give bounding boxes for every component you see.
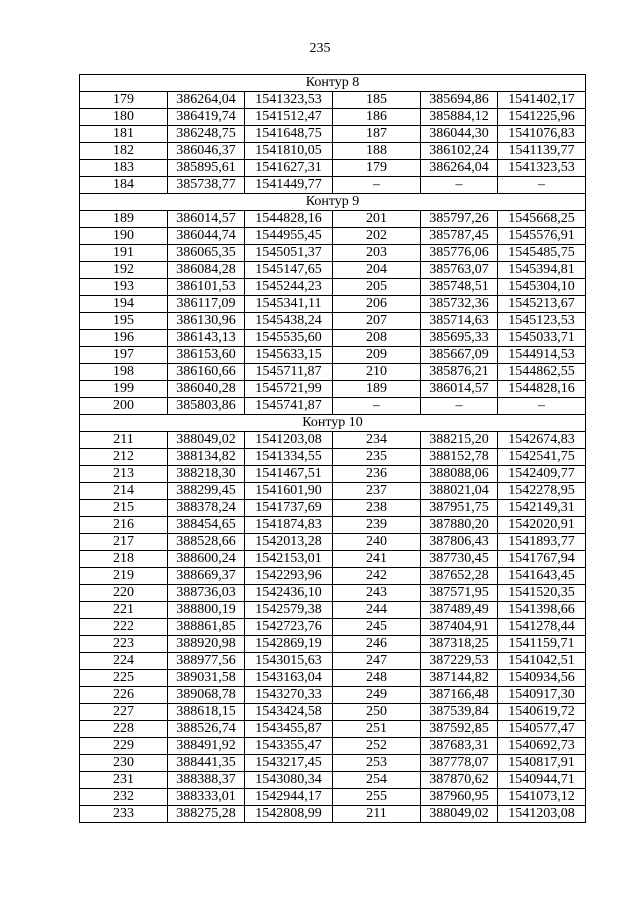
table-row xyxy=(80,177,586,194)
right-x-coordinate-cell: 385884,12 xyxy=(421,109,498,126)
right-y-coordinate-cell: 1540577,47 xyxy=(498,721,586,738)
left-y-coordinate-cell: 1545711,87 xyxy=(245,364,333,381)
right-y-coordinate-cell: 1544862,55 xyxy=(498,364,586,381)
right-x-coordinate-cell: 387778,07 xyxy=(421,755,498,772)
left-point-number-cell: 196 xyxy=(80,330,168,347)
left-x-coordinate-cell: 386248,75 xyxy=(168,126,245,143)
left-y-coordinate-cell: 1541648,75 xyxy=(245,126,333,143)
left-x-coordinate-cell: 388920,98 xyxy=(168,636,245,653)
right-y-coordinate-cell: 1541225,96 xyxy=(498,109,586,126)
left-x-coordinate-cell: 388736,03 xyxy=(168,585,245,602)
right-x-coordinate-cell: 387144,82 xyxy=(421,670,498,687)
left-y-coordinate-cell: 1542808,99 xyxy=(245,806,333,823)
right-point-number-cell: – xyxy=(333,398,421,415)
section-header-row xyxy=(80,415,586,432)
left-x-coordinate-cell: 389068,78 xyxy=(168,687,245,704)
left-point-number-cell: 182 xyxy=(80,143,168,160)
left-x-coordinate-cell: 388669,37 xyxy=(168,568,245,585)
right-y-coordinate-cell: 1544828,16 xyxy=(498,381,586,398)
right-y-coordinate-cell: 1541203,08 xyxy=(498,806,586,823)
left-y-coordinate-cell: 1542293,96 xyxy=(245,568,333,585)
right-x-coordinate-cell: 385797,26 xyxy=(421,211,498,228)
right-x-coordinate-cell: 387166,48 xyxy=(421,687,498,704)
right-y-coordinate-cell: 1541893,77 xyxy=(498,534,586,551)
right-y-coordinate-cell: 1541076,83 xyxy=(498,126,586,143)
left-y-coordinate-cell: 1541810,05 xyxy=(245,143,333,160)
right-x-coordinate-cell: 385694,86 xyxy=(421,92,498,109)
right-y-coordinate-cell: 1545668,25 xyxy=(498,211,586,228)
right-y-coordinate-cell: 1541767,94 xyxy=(498,551,586,568)
right-x-coordinate-cell: 385763,07 xyxy=(421,262,498,279)
right-y-coordinate-cell: 1542278,95 xyxy=(498,483,586,500)
right-point-number-cell: 247 xyxy=(333,653,421,670)
left-y-coordinate-cell: 1545721,99 xyxy=(245,381,333,398)
right-x-coordinate-cell: 387730,45 xyxy=(421,551,498,568)
left-point-number-cell: 215 xyxy=(80,500,168,517)
left-y-coordinate-cell: 1541203,08 xyxy=(245,432,333,449)
right-x-coordinate-cell: 385695,33 xyxy=(421,330,498,347)
table-row xyxy=(80,500,586,517)
right-y-coordinate-cell: 1542149,31 xyxy=(498,500,586,517)
left-y-coordinate-cell: 1544955,45 xyxy=(245,228,333,245)
left-x-coordinate-cell: 388388,37 xyxy=(168,772,245,789)
left-point-number-cell: 219 xyxy=(80,568,168,585)
right-y-coordinate-cell: 1542409,77 xyxy=(498,466,586,483)
left-point-number-cell: 180 xyxy=(80,109,168,126)
left-x-coordinate-cell: 389031,58 xyxy=(168,670,245,687)
right-x-coordinate-cell: 385787,45 xyxy=(421,228,498,245)
right-point-number-cell: 251 xyxy=(333,721,421,738)
left-point-number-cell: 213 xyxy=(80,466,168,483)
left-y-coordinate-cell: 1545741,87 xyxy=(245,398,333,415)
left-x-coordinate-cell: 388049,02 xyxy=(168,432,245,449)
right-x-coordinate-cell: 387652,28 xyxy=(421,568,498,585)
right-y-coordinate-cell: 1541402,17 xyxy=(498,92,586,109)
left-point-number-cell: 231 xyxy=(80,772,168,789)
left-x-coordinate-cell: 386046,37 xyxy=(168,143,245,160)
right-point-number-cell: 245 xyxy=(333,619,421,636)
left-point-number-cell: 200 xyxy=(80,398,168,415)
right-point-number-cell: 240 xyxy=(333,534,421,551)
right-x-coordinate-cell: 387404,91 xyxy=(421,619,498,636)
right-x-coordinate-cell: 388088,06 xyxy=(421,466,498,483)
right-x-coordinate-cell: 388021,04 xyxy=(421,483,498,500)
left-y-coordinate-cell: 1542944,17 xyxy=(245,789,333,806)
right-y-coordinate-cell: 1540692,73 xyxy=(498,738,586,755)
table-row xyxy=(80,738,586,755)
right-x-coordinate-cell: 386102,24 xyxy=(421,143,498,160)
left-point-number-cell: 220 xyxy=(80,585,168,602)
table-row xyxy=(80,143,586,160)
left-x-coordinate-cell: 386419,74 xyxy=(168,109,245,126)
right-point-number-cell: 201 xyxy=(333,211,421,228)
right-x-coordinate-cell: 385714,63 xyxy=(421,313,498,330)
right-point-number-cell: 254 xyxy=(333,772,421,789)
right-y-coordinate-cell: 1540917,30 xyxy=(498,687,586,704)
table-row xyxy=(80,806,586,823)
left-y-coordinate-cell: 1543015,63 xyxy=(245,653,333,670)
right-point-number-cell: 242 xyxy=(333,568,421,585)
table-row xyxy=(80,619,586,636)
table-row xyxy=(80,364,586,381)
left-x-coordinate-cell: 386160,66 xyxy=(168,364,245,381)
left-point-number-cell: 197 xyxy=(80,347,168,364)
left-y-coordinate-cell: 1542723,76 xyxy=(245,619,333,636)
right-x-coordinate-cell: 386264,04 xyxy=(421,160,498,177)
left-point-number-cell: 212 xyxy=(80,449,168,466)
left-y-coordinate-cell: 1542436,10 xyxy=(245,585,333,602)
table-row xyxy=(80,687,586,704)
table-row xyxy=(80,330,586,347)
table-row xyxy=(80,245,586,262)
left-point-number-cell: 225 xyxy=(80,670,168,687)
left-x-coordinate-cell: 388378,24 xyxy=(168,500,245,517)
left-x-coordinate-cell: 388618,15 xyxy=(168,704,245,721)
left-y-coordinate-cell: 1541627,31 xyxy=(245,160,333,177)
right-y-coordinate-cell: 1540934,56 xyxy=(498,670,586,687)
right-point-number-cell: 239 xyxy=(333,517,421,534)
left-x-coordinate-cell: 386014,57 xyxy=(168,211,245,228)
right-x-coordinate-cell: 385748,51 xyxy=(421,279,498,296)
table-row xyxy=(80,704,586,721)
table-row xyxy=(80,279,586,296)
right-point-number-cell: – xyxy=(333,177,421,194)
table-row xyxy=(80,211,586,228)
right-x-coordinate-cell: 386044,30 xyxy=(421,126,498,143)
right-point-number-cell: 202 xyxy=(333,228,421,245)
right-x-coordinate-cell: 387489,49 xyxy=(421,602,498,619)
left-y-coordinate-cell: 1541323,53 xyxy=(245,92,333,109)
right-point-number-cell: 243 xyxy=(333,585,421,602)
table-row xyxy=(80,602,586,619)
right-y-coordinate-cell: 1542541,75 xyxy=(498,449,586,466)
left-y-coordinate-cell: 1541449,77 xyxy=(245,177,333,194)
left-point-number-cell: 216 xyxy=(80,517,168,534)
left-y-coordinate-cell: 1541874,83 xyxy=(245,517,333,534)
left-x-coordinate-cell: 388333,01 xyxy=(168,789,245,806)
table-row xyxy=(80,160,586,177)
right-point-number-cell: 237 xyxy=(333,483,421,500)
left-point-number-cell: 179 xyxy=(80,92,168,109)
right-y-coordinate-cell: 1541073,12 xyxy=(498,789,586,806)
table-row xyxy=(80,296,586,313)
right-point-number-cell: 188 xyxy=(333,143,421,160)
left-point-number-cell: 227 xyxy=(80,704,168,721)
left-x-coordinate-cell: 388454,65 xyxy=(168,517,245,534)
left-point-number-cell: 224 xyxy=(80,653,168,670)
left-y-coordinate-cell: 1543270,33 xyxy=(245,687,333,704)
right-point-number-cell: 253 xyxy=(333,755,421,772)
right-x-coordinate-cell: 385732,36 xyxy=(421,296,498,313)
right-y-coordinate-cell: 1540944,71 xyxy=(498,772,586,789)
right-y-coordinate-cell: 1541278,44 xyxy=(498,619,586,636)
left-y-coordinate-cell: 1545633,15 xyxy=(245,347,333,364)
left-point-number-cell: 189 xyxy=(80,211,168,228)
table-row xyxy=(80,262,586,279)
table-row xyxy=(80,313,586,330)
right-y-coordinate-cell: 1545394,81 xyxy=(498,262,586,279)
right-point-number-cell: 250 xyxy=(333,704,421,721)
table-row xyxy=(80,109,586,126)
right-y-coordinate-cell: 1540619,72 xyxy=(498,704,586,721)
right-y-coordinate-cell: – xyxy=(498,398,586,415)
left-point-number-cell: 194 xyxy=(80,296,168,313)
right-point-number-cell: 186 xyxy=(333,109,421,126)
right-point-number-cell: 206 xyxy=(333,296,421,313)
right-point-number-cell: 255 xyxy=(333,789,421,806)
right-y-coordinate-cell: 1541139,77 xyxy=(498,143,586,160)
right-x-coordinate-cell: 387870,62 xyxy=(421,772,498,789)
left-y-coordinate-cell: 1544828,16 xyxy=(245,211,333,228)
left-x-coordinate-cell: 386143,13 xyxy=(168,330,245,347)
left-x-coordinate-cell: 388134,82 xyxy=(168,449,245,466)
left-x-coordinate-cell: 385738,77 xyxy=(168,177,245,194)
left-y-coordinate-cell: 1545147,65 xyxy=(245,262,333,279)
right-point-number-cell: 252 xyxy=(333,738,421,755)
right-x-coordinate-cell: 387683,31 xyxy=(421,738,498,755)
right-y-coordinate-cell: 1545213,67 xyxy=(498,296,586,313)
section-title: Контур 9 xyxy=(80,194,586,211)
left-y-coordinate-cell: 1543163,04 xyxy=(245,670,333,687)
table-row xyxy=(80,789,586,806)
left-y-coordinate-cell: 1542579,38 xyxy=(245,602,333,619)
left-x-coordinate-cell: 388600,24 xyxy=(168,551,245,568)
right-y-coordinate-cell: 1545033,71 xyxy=(498,330,586,347)
table-row xyxy=(80,126,586,143)
left-point-number-cell: 222 xyxy=(80,619,168,636)
left-point-number-cell: 233 xyxy=(80,806,168,823)
coordinates-table xyxy=(79,74,586,823)
right-point-number-cell: 207 xyxy=(333,313,421,330)
table-row xyxy=(80,551,586,568)
left-point-number-cell: 190 xyxy=(80,228,168,245)
right-point-number-cell: 234 xyxy=(333,432,421,449)
left-point-number-cell: 228 xyxy=(80,721,168,738)
right-x-coordinate-cell: 387571,95 xyxy=(421,585,498,602)
right-x-coordinate-cell: 388049,02 xyxy=(421,806,498,823)
section-title: Контур 8 xyxy=(80,75,586,92)
left-y-coordinate-cell: 1545535,60 xyxy=(245,330,333,347)
left-x-coordinate-cell: 388275,28 xyxy=(168,806,245,823)
left-y-coordinate-cell: 1543080,34 xyxy=(245,772,333,789)
coordinates-table-body xyxy=(80,75,586,823)
left-x-coordinate-cell: 386040,28 xyxy=(168,381,245,398)
left-x-coordinate-cell: 386101,53 xyxy=(168,279,245,296)
right-y-coordinate-cell: 1545123,53 xyxy=(498,313,586,330)
left-y-coordinate-cell: 1543355,47 xyxy=(245,738,333,755)
left-point-number-cell: 226 xyxy=(80,687,168,704)
left-y-coordinate-cell: 1542013,28 xyxy=(245,534,333,551)
left-x-coordinate-cell: 386084,28 xyxy=(168,262,245,279)
right-x-coordinate-cell: 387592,85 xyxy=(421,721,498,738)
right-point-number-cell: 211 xyxy=(333,806,421,823)
right-y-coordinate-cell: 1541323,53 xyxy=(498,160,586,177)
left-y-coordinate-cell: 1541467,51 xyxy=(245,466,333,483)
right-point-number-cell: 236 xyxy=(333,466,421,483)
left-x-coordinate-cell: 388299,45 xyxy=(168,483,245,500)
right-point-number-cell: 208 xyxy=(333,330,421,347)
left-x-coordinate-cell: 388861,85 xyxy=(168,619,245,636)
right-x-coordinate-cell: 388215,20 xyxy=(421,432,498,449)
left-y-coordinate-cell: 1541334,55 xyxy=(245,449,333,466)
left-point-number-cell: 181 xyxy=(80,126,168,143)
left-point-number-cell: 211 xyxy=(80,432,168,449)
left-x-coordinate-cell: 388977,56 xyxy=(168,653,245,670)
left-point-number-cell: 217 xyxy=(80,534,168,551)
table-row xyxy=(80,534,586,551)
table-row xyxy=(80,228,586,245)
left-x-coordinate-cell: 386044,74 xyxy=(168,228,245,245)
right-x-coordinate-cell: 385776,06 xyxy=(421,245,498,262)
left-point-number-cell: 223 xyxy=(80,636,168,653)
left-point-number-cell: 184 xyxy=(80,177,168,194)
left-y-coordinate-cell: 1541737,69 xyxy=(245,500,333,517)
left-y-coordinate-cell: 1541601,90 xyxy=(245,483,333,500)
right-x-coordinate-cell: 387806,43 xyxy=(421,534,498,551)
left-x-coordinate-cell: 386153,60 xyxy=(168,347,245,364)
table-row xyxy=(80,585,586,602)
right-y-coordinate-cell: 1542020,91 xyxy=(498,517,586,534)
right-point-number-cell: 205 xyxy=(333,279,421,296)
right-y-coordinate-cell: 1541520,35 xyxy=(498,585,586,602)
right-x-coordinate-cell: 386014,57 xyxy=(421,381,498,398)
right-x-coordinate-cell: 388152,78 xyxy=(421,449,498,466)
left-x-coordinate-cell: 386130,96 xyxy=(168,313,245,330)
table-row xyxy=(80,721,586,738)
table-row xyxy=(80,517,586,534)
right-point-number-cell: 249 xyxy=(333,687,421,704)
right-y-coordinate-cell: – xyxy=(498,177,586,194)
right-x-coordinate-cell: 387229,53 xyxy=(421,653,498,670)
right-x-coordinate-cell: 385876,21 xyxy=(421,364,498,381)
right-y-coordinate-cell: 1541159,71 xyxy=(498,636,586,653)
table-row xyxy=(80,772,586,789)
left-point-number-cell: 232 xyxy=(80,789,168,806)
left-x-coordinate-cell: 388800,19 xyxy=(168,602,245,619)
right-point-number-cell: 185 xyxy=(333,92,421,109)
table-row xyxy=(80,398,586,415)
left-y-coordinate-cell: 1545341,11 xyxy=(245,296,333,313)
right-y-coordinate-cell: 1541398,66 xyxy=(498,602,586,619)
table-row xyxy=(80,466,586,483)
table-row xyxy=(80,347,586,364)
section-title: Контур 10 xyxy=(80,415,586,432)
table-row xyxy=(80,381,586,398)
left-x-coordinate-cell: 388528,66 xyxy=(168,534,245,551)
left-point-number-cell: 192 xyxy=(80,262,168,279)
table-row xyxy=(80,483,586,500)
left-point-number-cell: 183 xyxy=(80,160,168,177)
right-x-coordinate-cell: 387318,25 xyxy=(421,636,498,653)
right-y-coordinate-cell: 1541643,45 xyxy=(498,568,586,585)
right-point-number-cell: 209 xyxy=(333,347,421,364)
table-row xyxy=(80,92,586,109)
left-x-coordinate-cell: 386065,35 xyxy=(168,245,245,262)
left-point-number-cell: 195 xyxy=(80,313,168,330)
section-header-row xyxy=(80,194,586,211)
left-point-number-cell: 221 xyxy=(80,602,168,619)
right-y-coordinate-cell: 1541042,51 xyxy=(498,653,586,670)
right-y-coordinate-cell: 1545576,91 xyxy=(498,228,586,245)
left-x-coordinate-cell: 386264,04 xyxy=(168,92,245,109)
right-x-coordinate-cell: – xyxy=(421,398,498,415)
table-row xyxy=(80,449,586,466)
page-number: 235 xyxy=(309,41,331,56)
right-x-coordinate-cell: 387951,75 xyxy=(421,500,498,517)
table-row xyxy=(80,653,586,670)
table-row xyxy=(80,432,586,449)
right-x-coordinate-cell: 387539,84 xyxy=(421,704,498,721)
left-point-number-cell: 193 xyxy=(80,279,168,296)
right-point-number-cell: 235 xyxy=(333,449,421,466)
left-y-coordinate-cell: 1543455,87 xyxy=(245,721,333,738)
left-y-coordinate-cell: 1543424,58 xyxy=(245,704,333,721)
left-y-coordinate-cell: 1542153,01 xyxy=(245,551,333,568)
left-x-coordinate-cell: 388526,74 xyxy=(168,721,245,738)
left-point-number-cell: 191 xyxy=(80,245,168,262)
left-point-number-cell: 214 xyxy=(80,483,168,500)
table-row xyxy=(80,755,586,772)
left-x-coordinate-cell: 388218,30 xyxy=(168,466,245,483)
right-point-number-cell: 238 xyxy=(333,500,421,517)
left-point-number-cell: 198 xyxy=(80,364,168,381)
left-y-coordinate-cell: 1545438,24 xyxy=(245,313,333,330)
right-point-number-cell: 187 xyxy=(333,126,421,143)
left-y-coordinate-cell: 1545051,37 xyxy=(245,245,333,262)
right-point-number-cell: 248 xyxy=(333,670,421,687)
left-point-number-cell: 199 xyxy=(80,381,168,398)
left-y-coordinate-cell: 1545244,23 xyxy=(245,279,333,296)
right-point-number-cell: 203 xyxy=(333,245,421,262)
left-x-coordinate-cell: 385803,86 xyxy=(168,398,245,415)
left-x-coordinate-cell: 388491,92 xyxy=(168,738,245,755)
right-y-coordinate-cell: 1545485,75 xyxy=(498,245,586,262)
left-point-number-cell: 230 xyxy=(80,755,168,772)
right-y-coordinate-cell: 1545304,10 xyxy=(498,279,586,296)
right-point-number-cell: 204 xyxy=(333,262,421,279)
left-y-coordinate-cell: 1542869,19 xyxy=(245,636,333,653)
right-point-number-cell: 189 xyxy=(333,381,421,398)
right-point-number-cell: 244 xyxy=(333,602,421,619)
right-x-coordinate-cell: – xyxy=(421,177,498,194)
left-x-coordinate-cell: 388441,35 xyxy=(168,755,245,772)
table-row xyxy=(80,636,586,653)
right-point-number-cell: 210 xyxy=(333,364,421,381)
right-point-number-cell: 246 xyxy=(333,636,421,653)
left-y-coordinate-cell: 1543217,45 xyxy=(245,755,333,772)
right-x-coordinate-cell: 387960,95 xyxy=(421,789,498,806)
left-x-coordinate-cell: 385895,61 xyxy=(168,160,245,177)
left-y-coordinate-cell: 1541512,47 xyxy=(245,109,333,126)
right-x-coordinate-cell: 387880,20 xyxy=(421,517,498,534)
right-y-coordinate-cell: 1540817,91 xyxy=(498,755,586,772)
right-point-number-cell: 241 xyxy=(333,551,421,568)
right-y-coordinate-cell: 1544914,53 xyxy=(498,347,586,364)
section-header-row xyxy=(80,75,586,92)
left-x-coordinate-cell: 386117,09 xyxy=(168,296,245,313)
table-row xyxy=(80,568,586,585)
left-point-number-cell: 229 xyxy=(80,738,168,755)
right-y-coordinate-cell: 1542674,83 xyxy=(498,432,586,449)
right-x-coordinate-cell: 385667,09 xyxy=(421,347,498,364)
right-point-number-cell: 179 xyxy=(333,160,421,177)
left-point-number-cell: 218 xyxy=(80,551,168,568)
table-row xyxy=(80,670,586,687)
